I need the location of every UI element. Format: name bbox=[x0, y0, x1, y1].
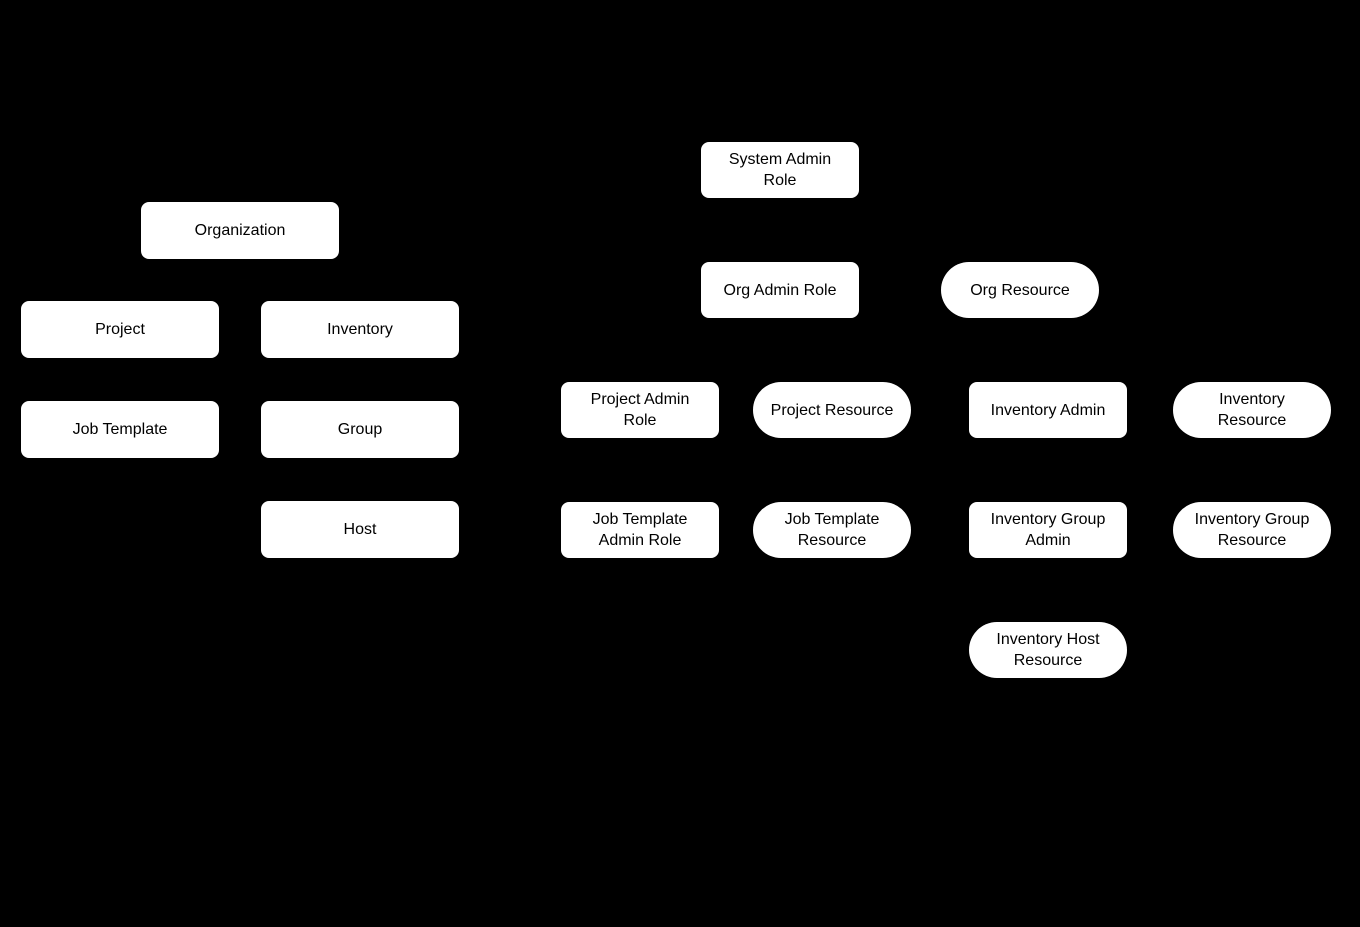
node-project bbox=[21, 301, 219, 358]
node-label: Org Admin Role bbox=[723, 281, 837, 299]
node-inventory-resource bbox=[1173, 382, 1331, 438]
node-group bbox=[261, 401, 459, 458]
node-project-admin-role bbox=[561, 382, 719, 438]
node-label: Role bbox=[763, 172, 797, 189]
node-label: Inventory bbox=[327, 321, 393, 338]
node-label: Inventory Host bbox=[996, 631, 1100, 648]
node-job-template-resource bbox=[753, 502, 911, 558]
node-label: Group bbox=[337, 421, 383, 438]
node-label: Admin bbox=[1025, 532, 1071, 549]
node-system-admin-role bbox=[701, 142, 859, 198]
node-org-resource bbox=[941, 262, 1099, 318]
node-label: Resource bbox=[1217, 532, 1287, 549]
node-label: Role bbox=[623, 412, 657, 429]
node-label: Project Resource bbox=[770, 401, 894, 419]
node-inventory-admin bbox=[969, 382, 1127, 438]
node-label: Organization bbox=[194, 222, 286, 239]
node-project-resource bbox=[753, 382, 911, 438]
node-label: Job Template bbox=[72, 421, 168, 438]
node-label: Inventory bbox=[1219, 391, 1285, 408]
node-org-admin-role bbox=[701, 262, 859, 318]
node-job-template-admin-role bbox=[561, 502, 719, 558]
node-host bbox=[261, 501, 459, 558]
node-label: Inventory Admin bbox=[990, 401, 1106, 419]
node-label: Project bbox=[95, 321, 145, 338]
node-inventory-group-admin bbox=[969, 502, 1127, 558]
node-label: Host bbox=[343, 521, 377, 538]
node-inventory bbox=[261, 301, 459, 358]
node-label: Job Template bbox=[592, 511, 688, 528]
node-label: Admin Role bbox=[598, 532, 682, 549]
node-label: Job Template bbox=[784, 511, 880, 528]
node-inventory-group-resource bbox=[1173, 502, 1331, 558]
node-label: System Admin bbox=[728, 151, 832, 168]
node-label: Resource bbox=[1013, 652, 1083, 669]
node-label: Org Resource bbox=[970, 281, 1070, 299]
node-label: Inventory Group bbox=[1194, 511, 1310, 528]
node-label: Resource bbox=[1217, 412, 1287, 429]
node-label: Project Admin bbox=[590, 391, 690, 408]
node-organization bbox=[141, 202, 339, 259]
node-label: Resource bbox=[797, 532, 867, 549]
node-label: Inventory Group bbox=[990, 511, 1106, 528]
node-job-template bbox=[21, 401, 219, 458]
node-inventory-host-resource bbox=[969, 622, 1127, 678]
